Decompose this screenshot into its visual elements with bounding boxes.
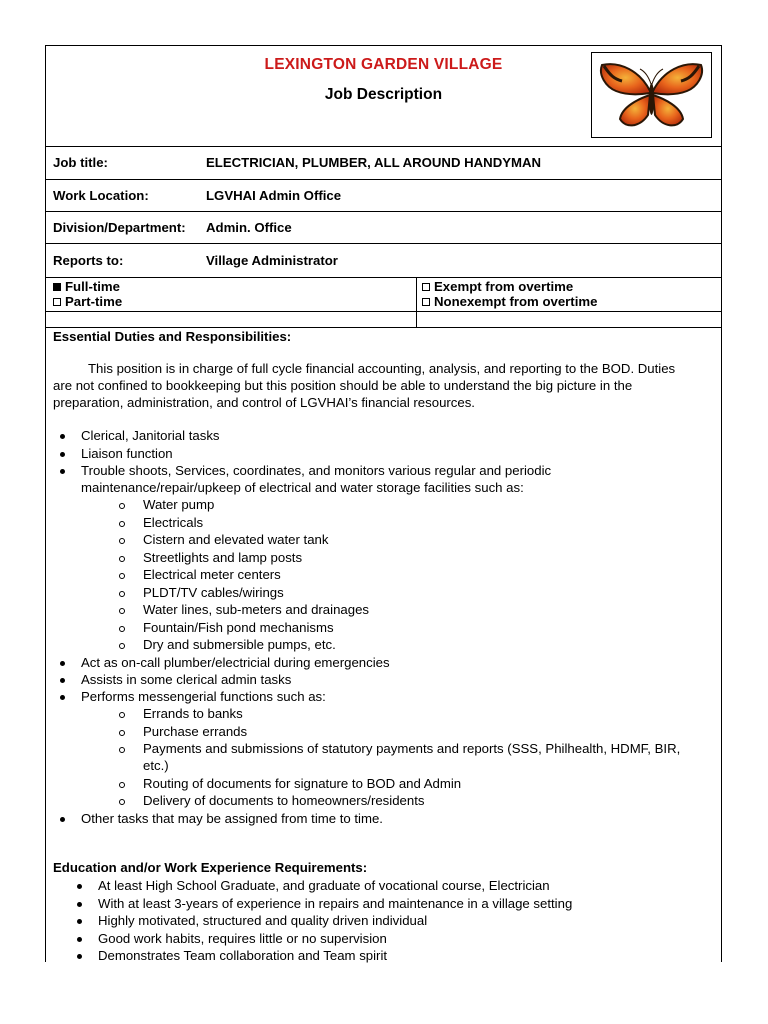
duty-item: Other tasks that may be assigned from time to time.: [81, 811, 383, 826]
duty-item: Trouble shoots, Services, coordinates, and monitors various regular and periodic: [81, 463, 552, 478]
organization-name: LEXINGTON GARDEN VILLAGE: [264, 56, 503, 73]
messengerial-item: Payments and submissions of statutory payments and reports (SSS, Philhealth, HDMF, BIR,: [143, 741, 681, 756]
sub-bullet-icon: [119, 747, 125, 753]
intro-line-3: preparation, administration, and control of LGVHAI’s financial resources.: [53, 395, 475, 410]
education-item: Good work habits, requires little or no supervision: [98, 931, 387, 946]
job-title-label: Job title:: [53, 155, 108, 170]
sub-bullet-icon: [119, 730, 125, 736]
part-time-option[interactable]: [53, 294, 122, 309]
part-time-label: Part-time: [65, 294, 123, 309]
messengerial-item-continued: etc.): [143, 758, 169, 773]
bullet-icon: [60, 661, 65, 666]
sub-bullet-icon: [119, 503, 125, 509]
column-divider: [416, 311, 417, 327]
column-divider: [416, 277, 417, 311]
bullet-icon: [60, 695, 65, 700]
bullet-icon: [77, 884, 82, 889]
duty-item: Act as on-call plumber/electricial during emergencies: [81, 655, 390, 670]
facility-item: Electricals: [143, 515, 204, 530]
duties-heading: Essential Duties and Responsibilities:: [53, 329, 292, 344]
facility-item: Streetlights and lamp posts: [143, 550, 303, 565]
reports-to-value: Village Administrator: [206, 253, 338, 268]
duty-item: Assists in some clerical admin tasks: [81, 672, 292, 687]
work-location-value: LGVHAI Admin Office: [206, 188, 342, 203]
education-item: At least High School Graduate, and graduate of vocational course, Electrician: [98, 878, 550, 893]
sub-bullet-icon: [119, 521, 125, 527]
sub-bullet-icon: [119, 643, 125, 649]
facility-item: Dry and submersible pumps, etc.: [143, 637, 336, 652]
duty-item: Liaison function: [81, 446, 173, 461]
bullet-icon: [77, 919, 82, 924]
intro-line-1: This position is in charge of full cycle financial accounting, analysis, and reporting to the BOD. Duties: [88, 361, 676, 376]
reports-to-label: Reports to:: [53, 253, 124, 268]
bullet-icon: [77, 954, 82, 959]
duty-item: Performs messengerial functions such as:: [81, 689, 326, 704]
division-row: [46, 211, 721, 244]
bullet-icon: [60, 434, 65, 439]
facility-item: PLDT/TV cables/wirings: [143, 585, 284, 600]
facility-item: Electrical meter centers: [143, 567, 281, 582]
checkbox-icon[interactable]: [53, 298, 61, 306]
sub-bullet-icon: [119, 799, 125, 805]
messengerial-item: Errands to banks: [143, 706, 243, 721]
duty-item-continued: maintenance/repair/upkeep of electrical and water storage facilities such as:: [81, 480, 524, 495]
bullet-icon: [77, 902, 82, 907]
document-header: [46, 46, 721, 147]
education-item: With at least 3-years of experience in repairs and maintenance in a village setting: [98, 896, 573, 911]
messengerial-item: Purchase errands: [143, 724, 248, 739]
full-time-option[interactable]: [53, 279, 120, 294]
job-description-document: [45, 45, 722, 962]
bullet-icon: [77, 937, 82, 942]
facility-item: Cistern and elevated water tank: [143, 532, 329, 547]
division-label: Division/Department:: [53, 220, 186, 235]
sub-bullet-icon: [119, 782, 125, 788]
work-location-row: [46, 179, 721, 212]
facility-item: Fountain/Fish pond mechanisms: [143, 620, 334, 635]
sub-bullet-icon: [119, 626, 125, 632]
full-time-label: Full-time: [65, 279, 120, 294]
sub-bullet-icon: [119, 712, 125, 718]
bullet-icon: [60, 452, 65, 457]
nonexempt-option[interactable]: [422, 294, 597, 309]
document-title: Job Description: [324, 86, 443, 103]
sub-bullet-icon: [119, 608, 125, 614]
work-location-label: Work Location:: [53, 188, 149, 203]
bullet-icon: [60, 469, 65, 474]
sub-bullet-icon: [119, 538, 125, 544]
job-title-row: [46, 146, 721, 180]
empty-row: [46, 311, 721, 328]
checkbox-checked-icon[interactable]: [53, 283, 61, 291]
bullet-icon: [60, 678, 65, 683]
checkbox-icon[interactable]: [422, 298, 430, 306]
division-value: Admin. Office: [206, 220, 292, 235]
facility-item: Water lines, sub-meters and drainages: [143, 602, 370, 617]
exempt-label: Exempt from overtime: [434, 279, 574, 294]
facility-item: Water pump: [143, 497, 215, 512]
messengerial-item: Routing of documents for signature to BOD and Admin: [143, 776, 462, 791]
nonexempt-label: Nonexempt from overtime: [434, 294, 598, 309]
sub-bullet-icon: [119, 591, 125, 597]
messengerial-item: Delivery of documents to homeowners/residents: [143, 793, 425, 808]
exempt-option[interactable]: [422, 279, 573, 294]
sub-bullet-icon: [119, 556, 125, 562]
education-heading: Education and/or Work Experience Requirements:: [53, 860, 368, 875]
job-title-value: ELECTRICIAN, PLUMBER, ALL AROUND HANDYMAN: [206, 155, 542, 170]
education-item: Highly motivated, structured and quality driven individual: [98, 913, 428, 928]
education-item: Demonstrates Team collaboration and Team spirit: [98, 948, 388, 963]
checkbox-icon[interactable]: [422, 283, 430, 291]
duty-item: Clerical, Janitorial tasks: [81, 428, 220, 443]
bullet-icon: [60, 817, 65, 822]
butterfly-icon: [592, 53, 711, 137]
sub-bullet-icon: [119, 573, 125, 579]
intro-line-2: are not confined to bookkeeping but this position should be able to understand the big picture in the: [53, 378, 633, 393]
butterfly-logo: [591, 52, 712, 138]
employment-type-row: [46, 277, 721, 312]
reports-to-row: [46, 243, 721, 278]
